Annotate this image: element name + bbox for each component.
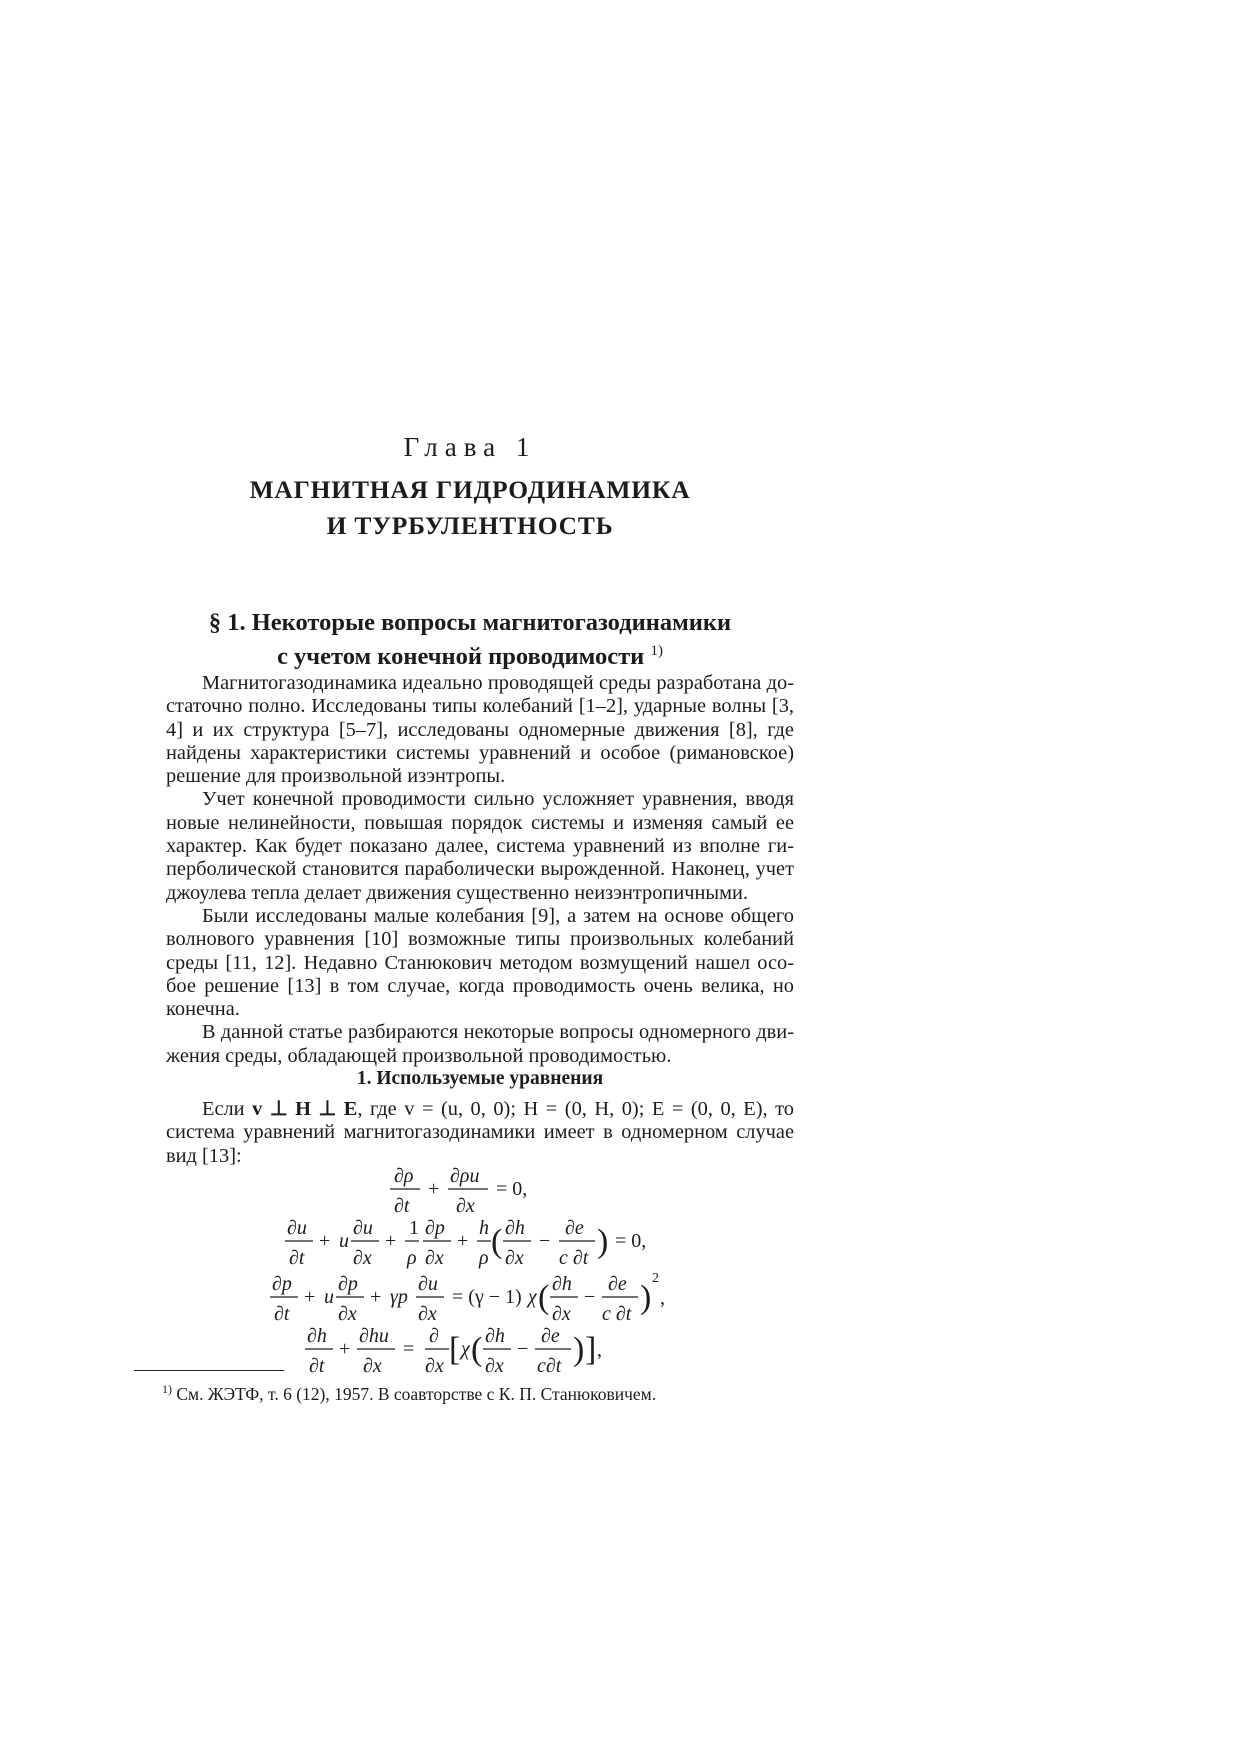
footnote-rule (134, 1370, 284, 1371)
chapter-title (0, 472, 940, 544)
svg-text:∂x: ∂x (425, 1355, 444, 1377)
svg-text:u: u (324, 1286, 334, 1308)
svg-text:∂t: ∂t (289, 1247, 305, 1269)
svg-text:= (γ − 1): = (γ − 1) (452, 1286, 522, 1308)
svg-text:+: + (428, 1178, 440, 1200)
svg-text:∂e: ∂e (608, 1273, 627, 1295)
svg-text:2: 2 (652, 1271, 659, 1286)
svg-text:= 0,: = 0, (496, 1178, 528, 1200)
svg-text:−: − (517, 1338, 529, 1360)
svg-text:c ∂t: c ∂t (602, 1303, 632, 1325)
svg-text:∂: ∂ (429, 1325, 439, 1347)
svg-text:∂x: ∂x (552, 1303, 571, 1325)
section-title (0, 608, 940, 671)
section-title-line-2 (0, 637, 940, 671)
section-title-line-1: § 1. Некоторые вопросы магнитогазодинамики (208, 609, 732, 636)
svg-text:χ: χ (461, 1338, 470, 1360)
svg-text:−: − (539, 1230, 551, 1252)
svg-text:): ) (597, 1223, 609, 1260)
svg-text:∂x: ∂x (485, 1355, 504, 1377)
svg-text:): ) (640, 1279, 652, 1316)
paragraph-2-text: Учет конечной проводимости сильно усложняет уравнения, вводя новые нелинейности, повышая порядок системы и изменяя самый ее характер. Как будет показано далее, система уравнений из вполне ги- перболической становится параболически вырожденной. Наконец, учет джоулева тепла делает движения существенно неизэнтропичными. (166, 788, 794, 904)
svg-text:(: ( (471, 1331, 483, 1368)
svg-text:∂h: ∂h (505, 1217, 525, 1239)
svg-text:∂x: ∂x (425, 1247, 444, 1269)
equation-4-graphic (305, 1320, 635, 1382)
svg-text:∂e: ∂e (565, 1217, 584, 1239)
svg-text:+: + (370, 1286, 382, 1308)
svg-text:ρ: ρ (407, 1247, 417, 1269)
chapter-title-line-2: И ТУРБУЛЕНТНОСТЬ (326, 511, 614, 540)
svg-text:∂x: ∂x (353, 1247, 372, 1269)
svg-text:∂x: ∂x (418, 1303, 437, 1325)
paragraph (166, 788, 794, 904)
intro-part-1: Если (202, 1098, 245, 1120)
equations-intro (166, 1098, 794, 1168)
paragraph-3-text: Были исследованы малые колебания [9], а затем на основе общего волнового уравнения [10] возможные типы произвольных колебаний среды [11, 12]. Недавно Станюкович методом возмущений нашел осо- бое решение [13] в том случае, когда проводимость очень велика, но конечна. (166, 904, 794, 1021)
chapter-title-line-1: МАГНИТНАЯ ГИДРОДИНАМИКА (249, 475, 691, 504)
svg-text:c ∂t: c ∂t (559, 1247, 589, 1269)
svg-text:+: + (339, 1338, 351, 1360)
svg-text:∂hu: ∂hu (359, 1325, 389, 1347)
svg-text:+: + (385, 1230, 397, 1252)
chapter-label: Глава 1 (403, 432, 537, 462)
magnetic-field-definition: H = (0, H, 0); (523, 1098, 645, 1120)
svg-text:∂t: ∂t (394, 1195, 410, 1217)
svg-text:u: u (339, 1230, 349, 1252)
subsection-title: 1. Используемые уравнения (356, 1068, 604, 1089)
svg-text:h: h (479, 1217, 489, 1239)
svg-text:−: − (584, 1286, 596, 1308)
svg-text:∂e: ∂e (541, 1325, 560, 1347)
svg-text:∂h: ∂h (552, 1273, 572, 1295)
svg-text:=: = (403, 1338, 415, 1360)
equation-1-graphic (380, 1162, 560, 1218)
svg-text:χ: χ (528, 1286, 537, 1308)
svg-text:∂x: ∂x (456, 1195, 475, 1217)
svg-text:∂p: ∂p (272, 1273, 292, 1295)
vector-condition: v ⊥ H ⊥ E (252, 1098, 358, 1120)
svg-text:∂t: ∂t (309, 1355, 325, 1377)
svg-text:∂x: ∂x (338, 1303, 357, 1325)
body-text (166, 672, 794, 1068)
footnote-mark: 1) (162, 1382, 172, 1396)
intro-part-3: то система уравнений магнитогазодинамики имеет в одномерном случае вид [13]: (166, 1098, 794, 1167)
equation-induction (0, 1320, 940, 1386)
svg-text:γp: γp (390, 1286, 408, 1308)
svg-text:∂p: ∂p (338, 1273, 358, 1295)
section-title-line-2-text: с учетом конечной проводимости (277, 643, 645, 671)
svg-text:]: ] (585, 1331, 597, 1368)
paragraph (166, 1021, 794, 1068)
svg-text:[: [ (449, 1331, 461, 1368)
footnote-text: См. ЖЭТФ, т. 6 (12), 1957. В соавторстве с К. П. Станюковичем. (176, 1383, 657, 1404)
svg-text:= 0,: = 0, (615, 1230, 647, 1252)
svg-text:∂u: ∂u (418, 1273, 438, 1295)
svg-text:∂ρu: ∂ρu (450, 1165, 480, 1187)
svg-text:+: + (304, 1286, 316, 1308)
paragraph (166, 905, 794, 1021)
svg-text:ρ: ρ (479, 1247, 489, 1269)
paragraph (166, 672, 794, 788)
paragraph-1-text: Магнитогазодинамика идеально проводящей среды разработана до- статочно полно. Исследованы типы колебаний [1–2], ударные волны [3, 4] и их структура [5–7], исследованы одномерные движения [8], где найдены характеристики системы уравнений и особое (римановское) решение для произвольной изэнтропы. (166, 672, 794, 788)
svg-text:∂x: ∂x (505, 1247, 524, 1269)
paragraph-4-text: В данной статье разбираются некоторые вопросы одномерного дви- жения среды, обладающей произвольной проводимостью. (166, 1021, 794, 1067)
section-footnote-mark: 1) (650, 643, 663, 659)
electric-field-definition: E = (0, 0, E), (651, 1098, 768, 1120)
svg-text:+: + (319, 1230, 331, 1252)
svg-text:,: , (660, 1287, 665, 1309)
svg-text:∂h: ∂h (307, 1325, 327, 1347)
footnote (162, 1382, 802, 1405)
intro-part-2: , где (357, 1098, 397, 1120)
svg-text:(: ( (491, 1223, 503, 1260)
svg-text:,: , (597, 1339, 602, 1361)
svg-text:∂u: ∂u (287, 1217, 307, 1239)
svg-text:(: ( (538, 1279, 550, 1316)
svg-text:∂p: ∂p (425, 1217, 445, 1239)
svg-text:1: 1 (409, 1217, 419, 1239)
equation-2-graphic (285, 1212, 655, 1274)
svg-text:∂ρ: ∂ρ (394, 1165, 414, 1187)
svg-text:c∂t: c∂t (537, 1355, 562, 1377)
svg-text:∂x: ∂x (363, 1355, 382, 1377)
svg-text:∂u: ∂u (353, 1217, 373, 1239)
svg-text:): ) (573, 1331, 585, 1368)
velocity-definition: v = (u, 0, 0); (404, 1098, 517, 1120)
svg-text:+: + (457, 1230, 469, 1252)
svg-text:∂t: ∂t (274, 1303, 290, 1325)
svg-text:∂h: ∂h (485, 1325, 505, 1347)
